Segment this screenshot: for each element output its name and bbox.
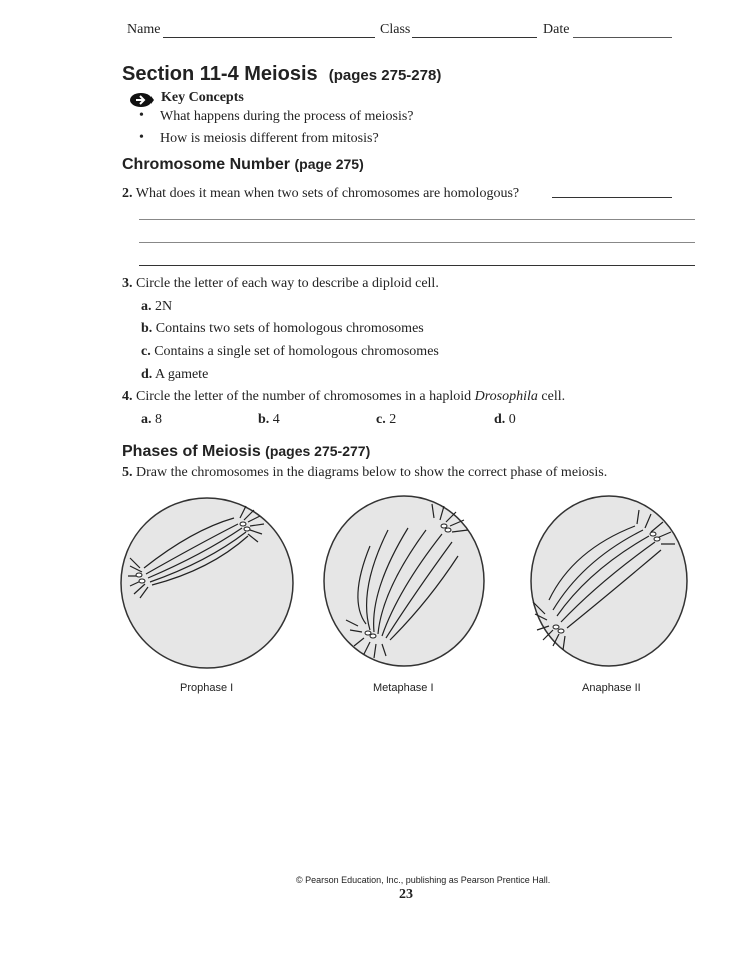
option-d[interactable] bbox=[494, 412, 516, 428]
section-title bbox=[122, 63, 441, 86]
question-3 bbox=[122, 276, 439, 292]
date-label: Date bbox=[543, 22, 570, 37]
question-number: 2. bbox=[122, 186, 133, 201]
name-blank[interactable] bbox=[163, 37, 375, 38]
option-letter: b. bbox=[141, 321, 153, 336]
bullet: • bbox=[139, 108, 144, 123]
diagram-label: Prophase I bbox=[180, 682, 234, 694]
phases-pages: (pages 275-277) bbox=[265, 443, 371, 459]
prophase-cell-diagram[interactable] bbox=[112, 490, 302, 680]
option-text: Contains two sets of homologous chromosomes bbox=[155, 321, 424, 336]
question-4 bbox=[122, 389, 565, 405]
option-letter: c. bbox=[376, 412, 386, 427]
option-letter: d. bbox=[141, 367, 153, 382]
bullet: • bbox=[139, 130, 144, 145]
chromosome-number-title: Chromosome Number bbox=[122, 156, 291, 173]
option-text: A gamete bbox=[155, 367, 209, 382]
option-c[interactable] bbox=[141, 344, 439, 360]
phases-heading bbox=[122, 443, 370, 461]
option-text: Contains a single set of homologous chromosomes bbox=[154, 344, 439, 359]
chromosome-number-pages: (page 275) bbox=[294, 156, 364, 172]
question-number: 4. bbox=[122, 389, 133, 404]
option-text: 0 bbox=[508, 412, 516, 427]
option-a[interactable] bbox=[141, 412, 162, 428]
copyright-text: © Pearson Education, Inc., publishing as Pearson Prentice Hall. bbox=[296, 875, 551, 885]
key-concepts-label: Key Concepts bbox=[161, 90, 244, 105]
key-concepts-icon bbox=[129, 92, 155, 108]
answer-line[interactable] bbox=[139, 265, 695, 266]
option-text: 4 bbox=[272, 412, 280, 427]
question-text: cell. bbox=[541, 389, 566, 404]
option-letter: b. bbox=[258, 412, 270, 427]
option-b[interactable] bbox=[258, 412, 280, 428]
option-c[interactable] bbox=[376, 412, 396, 428]
question-text: Circle the letter of the number of chromosomes in a haploid bbox=[136, 389, 472, 404]
phases-title: Phases of Meiosis bbox=[122, 443, 261, 460]
question-text: What does it mean when two sets of chromosomes are homologous? bbox=[135, 186, 520, 201]
section-title-text: Section 11-4 Meiosis bbox=[122, 63, 318, 85]
option-letter: a. bbox=[141, 299, 152, 314]
question-text: Draw the chromosomes in the diagrams below to show the correct phase of meiosis. bbox=[136, 465, 608, 480]
option-b[interactable] bbox=[141, 321, 424, 337]
section-pages: (pages 275-278) bbox=[328, 67, 442, 84]
anaphase-cell-diagram[interactable] bbox=[523, 490, 698, 675]
option-letter: a. bbox=[141, 412, 152, 427]
question-number: 3. bbox=[122, 276, 133, 291]
date-blank[interactable] bbox=[573, 37, 672, 38]
option-letter: c. bbox=[141, 344, 151, 359]
metaphase-cell-diagram[interactable] bbox=[318, 490, 493, 675]
option-a[interactable] bbox=[141, 299, 172, 315]
key-concept-item: What happens during the process of meiosis? bbox=[160, 109, 414, 124]
question-number: 5. bbox=[122, 465, 133, 480]
class-label: Class bbox=[380, 22, 411, 37]
question-text: Circle the letter of each way to describe a diploid cell. bbox=[136, 276, 439, 291]
answer-line[interactable] bbox=[139, 219, 695, 220]
option-text: 8 bbox=[155, 412, 162, 427]
class-blank[interactable] bbox=[412, 37, 537, 38]
diagram-label: Metaphase I bbox=[373, 682, 434, 694]
question-5 bbox=[122, 465, 607, 481]
option-text: 2 bbox=[389, 412, 397, 427]
key-concept-item: How is meiosis different from mitosis? bbox=[160, 131, 379, 146]
option-letter: d. bbox=[494, 412, 506, 427]
answer-line[interactable] bbox=[552, 197, 672, 198]
answer-line[interactable] bbox=[139, 242, 695, 243]
chromosome-number-heading bbox=[122, 156, 364, 174]
question-text-italic: Drosophila bbox=[474, 389, 538, 404]
diagram-label: Anaphase II bbox=[582, 682, 641, 694]
name-label: Name bbox=[127, 22, 161, 37]
page-number: 23 bbox=[399, 887, 413, 902]
question-2 bbox=[122, 186, 519, 202]
option-d[interactable] bbox=[141, 367, 208, 383]
option-text: 2N bbox=[155, 299, 173, 314]
